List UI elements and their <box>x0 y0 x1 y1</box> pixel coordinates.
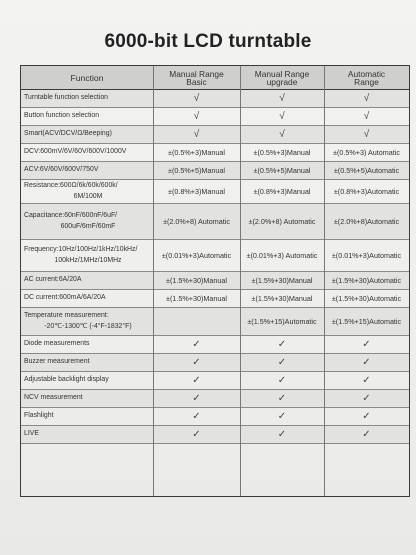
check-mark-icon: ✓ <box>362 339 371 350</box>
table-row <box>21 108 409 126</box>
check-mark-icon: √ <box>279 111 285 122</box>
column-divider <box>153 66 154 496</box>
header-manual-basic-line2: Basic <box>186 77 207 87</box>
spec-value: ±(0.8%+3)Manual <box>253 187 311 196</box>
table-row <box>21 390 409 408</box>
spec-value: ±(0.8%+3)Automatic <box>333 187 400 196</box>
header-automatic-line1: Automatic <box>347 68 386 79</box>
function-label-line: AC current:6A/20A <box>24 276 82 284</box>
check-mark-icon: √ <box>279 129 285 140</box>
function-label <box>24 308 152 335</box>
check-mark-icon: √ <box>363 129 370 140</box>
spec-value: ±(0.5%+5)Automatic <box>333 166 400 175</box>
check-mark-icon: ✓ <box>362 393 371 404</box>
function-label-line: ACV:6V/60V/600V/750V <box>24 166 99 174</box>
table-row <box>21 408 409 426</box>
spec-value: ±(0.01%+3)Automatic <box>331 251 402 260</box>
table-header <box>21 66 409 90</box>
function-label-line: Temperature measurement: <box>24 312 109 319</box>
check-mark-icon: ✓ <box>277 375 287 386</box>
check-mark-icon: ✓ <box>277 357 287 368</box>
function-label <box>24 354 152 371</box>
spec-value: ±(2.0%+8) Automatic <box>163 217 230 226</box>
function-label <box>24 204 152 239</box>
spec-value: ±(1.5%+30)Automatic <box>331 276 402 285</box>
spec-value: ±(0.5%+5)Manual <box>168 166 225 175</box>
spec-value: ±(1.5%+30)Manual <box>251 294 313 303</box>
function-label-line: NCV measurement <box>24 394 83 402</box>
spec-value <box>153 308 240 335</box>
function-label-line: Buzzer measurement <box>24 358 90 366</box>
column-divider <box>240 66 241 496</box>
spec-value: ±(1.5%+30)Manual <box>166 276 227 285</box>
spec-value: ±(0.8%+3)Manual <box>168 187 225 196</box>
spec-value: ±(0.5%+3)Manual <box>168 148 225 157</box>
header-automatic-line2: Range <box>354 77 379 87</box>
spec-value: ±(1.5%+30)Automatic <box>331 294 402 303</box>
spec-value: ±(1.5%+15)Automatic <box>247 317 317 326</box>
function-label-line: Resistance:600Ω/6k/60k/600k/ <box>24 182 118 189</box>
header-manual-basic-line1: Manual Range <box>169 68 224 79</box>
spec-value: ±(0.01%+3)Automatic <box>161 251 232 260</box>
column-divider <box>324 66 325 496</box>
function-label <box>24 390 152 407</box>
check-mark-icon: √ <box>279 93 285 104</box>
spec-table <box>20 65 410 497</box>
table-row <box>21 240 409 272</box>
spec-value: ±(0.5%+3)Manual <box>253 148 311 157</box>
spec-value: ±(1.5%+30)Manual <box>251 276 313 285</box>
check-mark-icon: ✓ <box>362 429 371 440</box>
check-mark-icon: √ <box>363 111 370 122</box>
spec-value: ±(0.01%+3) Automatic <box>246 251 318 260</box>
spec-value: ±(2.0%+8)Automatic <box>333 217 400 226</box>
function-label-line: -20℃-1300℃ (-4°F-1832°F) <box>44 322 132 330</box>
check-mark-icon: ✓ <box>192 393 201 404</box>
function-label-line: 600uF/6mF/60mF <box>60 222 116 230</box>
table-row <box>21 126 409 144</box>
function-label <box>24 162 152 179</box>
check-mark-icon: √ <box>363 93 370 104</box>
check-mark-icon: ✓ <box>362 357 371 368</box>
header-manual-upgrade-line2: upgrade <box>266 77 298 87</box>
check-mark-icon: ✓ <box>192 429 201 440</box>
check-mark-icon: ✓ <box>192 357 201 368</box>
spec-value: ±(1.5%+15)Automatic <box>331 317 402 326</box>
table-row <box>21 144 409 162</box>
function-label-line: Diode measurements <box>24 340 90 348</box>
check-mark-icon: ✓ <box>192 375 201 386</box>
table-row <box>21 372 409 390</box>
check-mark-icon: ✓ <box>277 429 287 440</box>
table-row <box>21 354 409 372</box>
table-row <box>21 272 409 290</box>
function-label-line: Adjustable backlight display <box>24 376 109 384</box>
check-mark-icon: ✓ <box>277 393 287 404</box>
function-label <box>24 240 152 271</box>
function-label <box>24 290 152 307</box>
function-label-line: Flashlight <box>24 412 54 420</box>
function-label <box>24 108 152 125</box>
function-label-line: Capacitance:60nF/600nF/6uF/ <box>24 212 118 219</box>
check-mark-icon: √ <box>193 129 200 140</box>
function-label-line: DC current:600mA/6A/20A <box>24 294 106 302</box>
table-row <box>21 204 409 240</box>
check-mark-icon: ✓ <box>362 375 371 386</box>
spec-value: ±(1.5%+30)Manual <box>166 294 227 303</box>
table-row <box>21 90 409 108</box>
function-label-line: DCV:600mV/6V/60V/600V/1000V <box>24 148 127 156</box>
function-label <box>24 144 152 161</box>
function-label <box>24 336 152 353</box>
header-manual-upgrade <box>240 66 324 90</box>
function-label <box>24 180 152 203</box>
check-mark-icon: √ <box>193 93 200 104</box>
header-automatic <box>324 66 409 90</box>
function-label <box>24 126 152 143</box>
spec-value: ±(2.0%+8) Automatic <box>248 217 316 226</box>
function-label-line: Button function selection <box>24 112 100 120</box>
table-row <box>21 308 409 336</box>
table-row <box>21 162 409 180</box>
function-label <box>24 372 152 389</box>
spec-value: ±(0.5%+3) Automatic <box>333 148 400 157</box>
check-mark-icon: ✓ <box>277 339 287 350</box>
function-label <box>24 426 152 443</box>
function-label <box>24 272 152 289</box>
check-mark-icon: ✓ <box>277 411 287 422</box>
spec-value: ±(0.5%+5)Manual <box>253 166 311 175</box>
table-row <box>21 180 409 204</box>
table-row <box>21 336 409 354</box>
header-manual-basic <box>153 66 240 90</box>
table-row <box>21 290 409 308</box>
header-function: Function <box>70 72 104 83</box>
check-mark-icon: ✓ <box>192 411 201 422</box>
function-label-line: 6M/100M <box>73 192 103 200</box>
table-row <box>21 426 409 444</box>
function-label-line: Smart(ACV/DCV/Ω/Beeping) <box>24 130 112 138</box>
check-mark-icon: ✓ <box>362 411 371 422</box>
header-manual-upgrade-line1: Manual Range <box>254 68 310 79</box>
check-mark-icon: √ <box>193 111 200 122</box>
function-label <box>24 408 152 425</box>
function-label-line: Frequency:10Hz/100Hz/1kHz/10kHz/ <box>24 246 138 253</box>
page-title: 6000-bit LCD turntable <box>104 31 312 52</box>
function-label-line: LIVE <box>24 430 39 438</box>
function-label <box>24 90 152 107</box>
function-label-line: 100kHz/1MHz/10MHz <box>54 256 122 264</box>
function-label-line: Turntable function selection <box>24 94 109 102</box>
check-mark-icon: ✓ <box>192 339 201 350</box>
